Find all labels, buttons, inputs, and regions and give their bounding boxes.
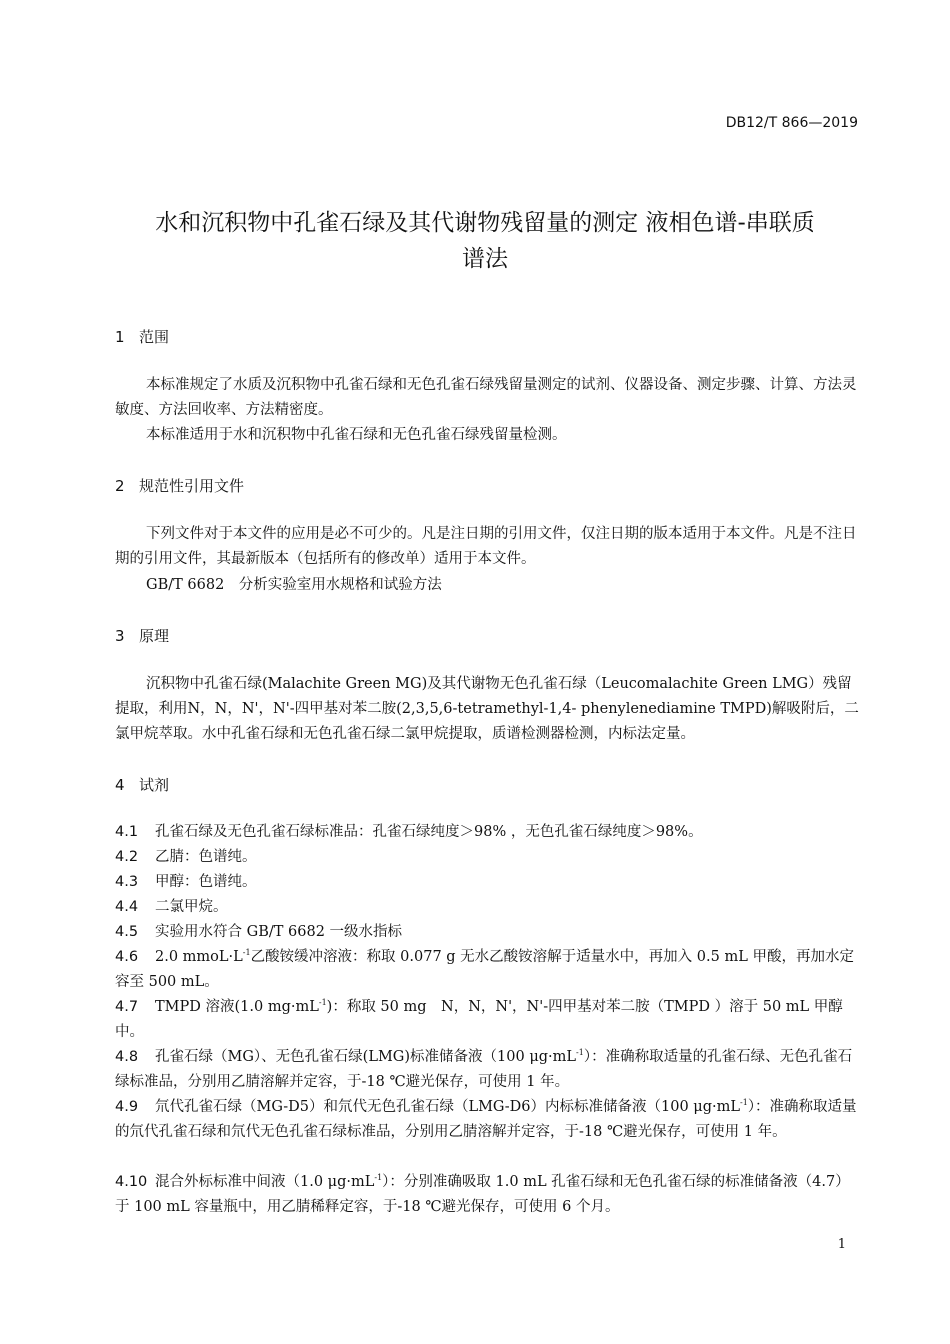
item-text-b: 乙酸铵缓冲溶液：称取 0.077 g 无水乙酸铵溶解于适量水中，再加入 0.5 mL 甲酸，再加水定容至 500 mL。	[115, 949, 854, 990]
item-text: 甲醇：色谱纯。	[155, 874, 257, 890]
item-text-a: 氘代孔雀石绿（MG-D5）和氘代无色孔雀石绿（LMG-D6）内标标准储备液（100 μg·mL	[155, 1099, 741, 1115]
item-number: 4.6	[115, 949, 139, 965]
list-item	[115, 1170, 860, 1220]
page-number: 1	[837, 1237, 846, 1252]
item-number: 4.3	[115, 874, 139, 890]
item-number: 4.2	[115, 849, 139, 865]
paragraph: 沉积物中孔雀石绿(Malachite Green MG)及其代谢物无色孔雀石绿（Leucomalachite Green LMG）残留提取，利用N，N，N'，N'-四甲基对苯二胺(2,3,5,6-tetramethyl-1,4- phenylenediamine TMPD)解吸附后，二氯甲烷萃取。水中孔雀石绿和无色孔雀石绿二氯甲烷提取，质谱检测器检测，内标法定量。	[115, 676, 859, 742]
item-text: 二氯甲烷。	[155, 899, 228, 915]
section-number: 2	[115, 477, 125, 495]
item-text: 实验用水符合 GB/T 6682 一级水指标	[155, 924, 403, 940]
section-title: 原理	[139, 627, 170, 645]
section-number: 4	[115, 776, 125, 794]
section-3-heading	[115, 625, 169, 646]
section-number: 3	[115, 627, 125, 645]
item-number: 4.4	[115, 899, 139, 915]
item-number: 4.7	[115, 999, 139, 1015]
item-text-a: 混合外标标准中间液（1.0 μg·mL	[155, 1174, 375, 1190]
item-number: 4.1	[115, 824, 139, 840]
section-4-heading	[115, 774, 169, 795]
item-text-b: )：称取 50 mg N，N，N'，N'-四甲基对苯二胺（TMPD ）溶于 50 mL 甲醇中。	[115, 999, 843, 1040]
superscript: -1	[576, 1048, 584, 1058]
title-line-1: 水和沉积物中孔雀石绿及其代谢物残留量的测定 液相色谱-串联质	[155, 210, 815, 236]
item-text-a: 孔雀石绿（MG）、无色孔雀石绿(LMG)标准储备液（100 μg·mL	[155, 1049, 577, 1065]
superscript: -1	[318, 998, 327, 1008]
section-title: 范围	[139, 328, 170, 346]
list-item	[115, 820, 860, 845]
list-item	[115, 1045, 860, 1095]
list-item	[115, 945, 860, 995]
item-text-b: ）：准确称取适量的氘代孔雀石绿和氘代无色孔雀石绿标准品，分别用乙腈溶解并定容，于-18 ℃避光保存，可使用 1 年。	[115, 1099, 857, 1140]
item-text-b: ）：分别准确吸取 1.0 mL 孔雀石绿和无色孔雀石绿的标准储备液（4.7）于 100 mL 容量瓶中，用乙腈稀释定容，于-18 ℃避光保存，可使用 6 个月。	[115, 1174, 850, 1215]
item-number: 4.5	[115, 924, 139, 940]
superscript: -1	[242, 948, 251, 958]
document-title	[100, 205, 870, 277]
section-2-heading	[115, 475, 244, 496]
item-number: 4.9	[115, 1099, 139, 1115]
list-item	[115, 895, 860, 920]
paragraph: 下列文件对于本文件的应用是必不可少的。凡是注日期的引用文件，仅注日期的版本适用于本文件。凡是不注日期的引用文件，其最新版本（包括所有的修改单）适用于本文件。	[115, 526, 857, 567]
item-text: 孔雀石绿及无色孔雀石绿标准品：孔雀石绿纯度＞98% ，无色孔雀石绿纯度＞98%。	[155, 824, 703, 840]
section-1-heading	[115, 326, 169, 347]
normative-reference: GB/T 6682 分析实验室用水规格和试验方法	[146, 577, 442, 593]
list-item	[115, 995, 860, 1045]
section-title: 规范性引用文件	[139, 477, 245, 495]
item-text-a: 2.0 mmoL·L	[155, 949, 243, 965]
standard-code: DB12/T 866—2019	[725, 115, 858, 131]
item-number: 4.8	[115, 1049, 139, 1065]
section-title: 试剂	[139, 776, 170, 794]
item-number: 4.10	[115, 1174, 148, 1190]
item-text: 乙腈：色谱纯。	[155, 849, 257, 865]
section-number: 1	[115, 328, 125, 346]
list-item	[115, 845, 860, 870]
list-item	[115, 920, 860, 945]
superscript: -1	[374, 1173, 383, 1183]
item-text-a: TMPD 溶液(1.0 mg·mL	[155, 999, 319, 1015]
list-item	[115, 1095, 860, 1145]
paragraph: 本标准规定了水质及沉积物中孔雀石绿和无色孔雀石绿残留量测定的试剂、仪器设备、测定步骤、计算、方法灵敏度、方法回收率、方法精密度。	[115, 377, 857, 418]
list-item	[115, 870, 860, 895]
paragraph: 本标准适用于水和沉积物中孔雀石绿和无色孔雀石绿残留量检测。	[146, 427, 567, 443]
title-line-2: 谱法	[462, 246, 508, 272]
superscript: -1	[740, 1098, 748, 1108]
item-text-b: ）：准确称取适量的孔雀石绿、无色孔雀石绿标准品，分别用乙腈溶解并定容，于-18 ℃避光保存，可使用 1 年。	[115, 1049, 853, 1090]
